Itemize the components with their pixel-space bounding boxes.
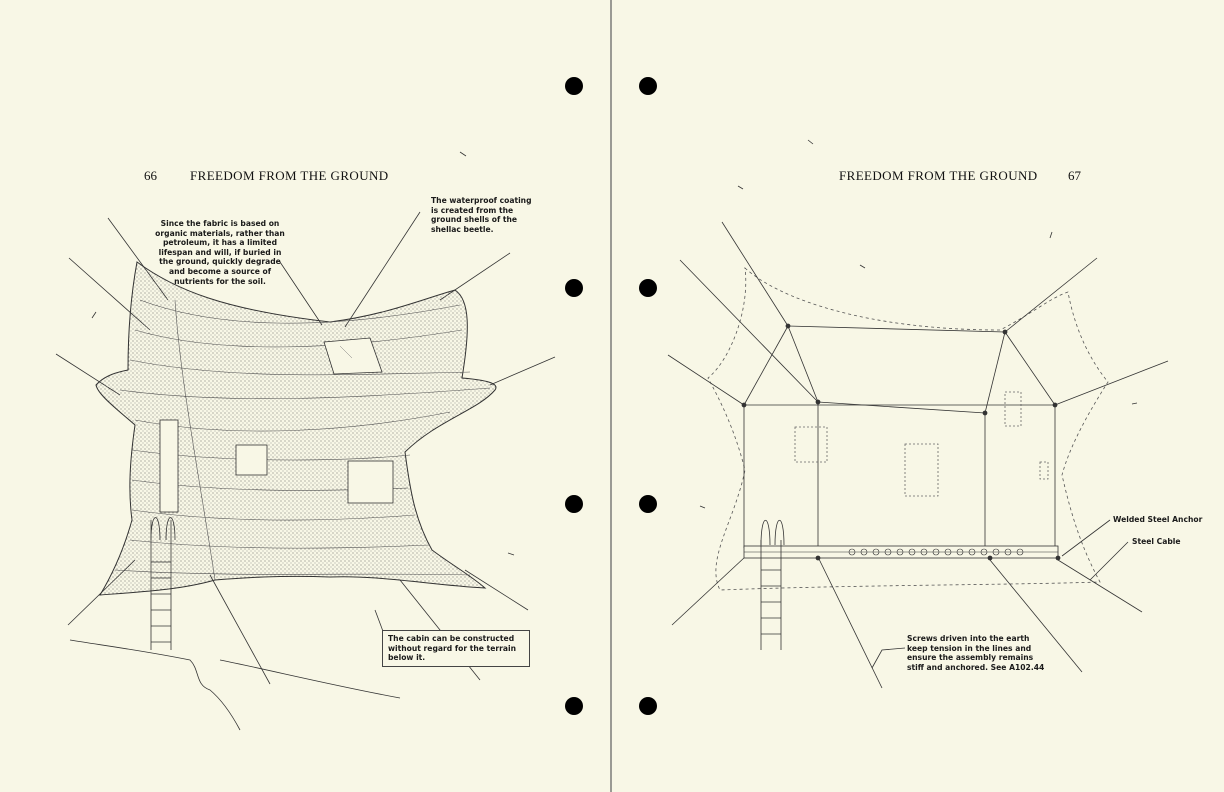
terrain-line <box>70 640 240 730</box>
left-page-number: 66 <box>144 168 157 183</box>
right-page-number: 67 <box>1068 168 1081 183</box>
fabric-lifespan-callout: Since the fabric is based on organic materials, rather than petroleum, it has a limited lifespan and will, if buried in the ground, quickly degrade and become a source of nutrients for the soil. <box>155 219 285 286</box>
deck-beam <box>744 546 1058 558</box>
screws-callout: Screws driven into the earth keep tension in the lines and ensure the assembly remains stiff and anchored. See A102.44 <box>907 634 1045 672</box>
guy-lines <box>668 222 1168 688</box>
welded-steel-anchor-label: Welded Steel Anchor <box>1113 515 1203 524</box>
fabric-shroud <box>96 262 496 595</box>
right-running-head: FREEDOM FROM THE GROUND <box>839 168 1038 183</box>
terrain-callout: The cabin can be constructed without regard for the terrain below it. <box>382 630 530 667</box>
steel-cable-label: Steel Cable <box>1132 537 1181 546</box>
anchor-nodes <box>742 324 1060 560</box>
waterproof-coating-callout: The waterproof coating is created from the ground shells of the shellac beetle. <box>431 196 532 234</box>
frame-structure <box>744 326 1055 548</box>
left-running-head: FREEDOM FROM THE GROUND <box>190 168 389 183</box>
fabric-outline <box>708 268 1108 590</box>
frame-diagram <box>668 140 1168 688</box>
entry-ladder <box>761 520 784 650</box>
